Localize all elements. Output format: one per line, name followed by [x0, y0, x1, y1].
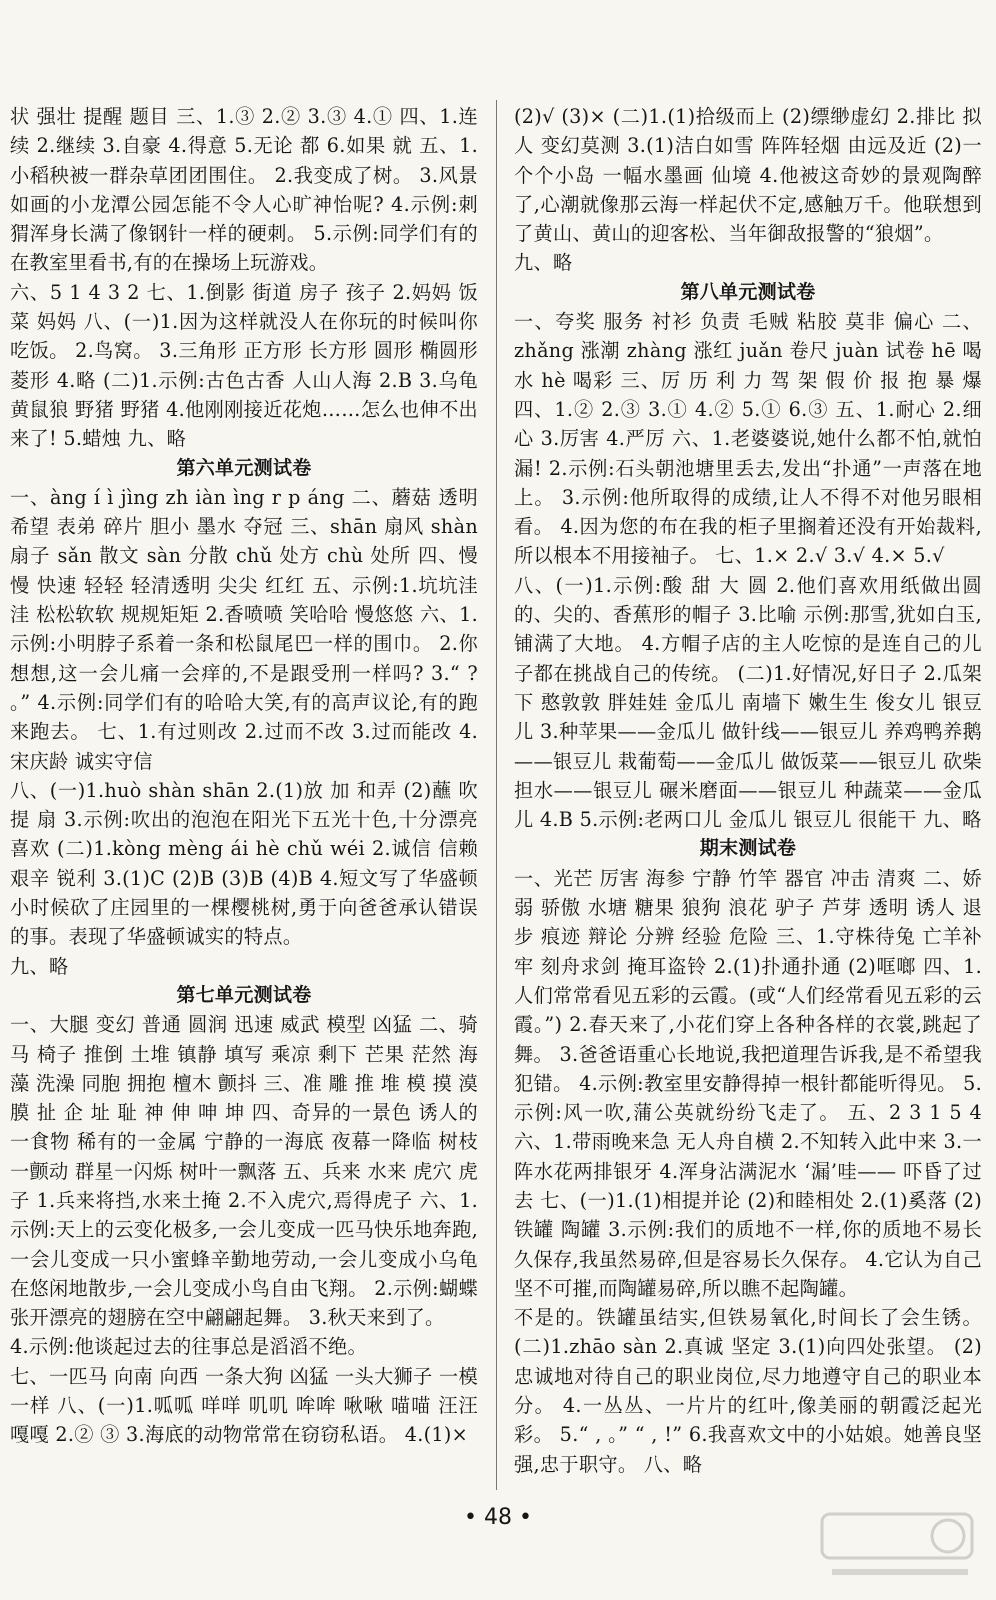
answer-paragraph: 一、光芒 厉害 海参 宁静 竹竿 器官 冲击 清爽 二、娇弱 骄傲 水塘 糖果 狼狗 浪花 驴子 芦芽 透明 诱人 退步 痕迹 辩论 分辨 经验 危险 三、1.守株待兔 亡羊补牢 刻舟求剑 掩耳盗铃 2.(1)扑通扑通 (2)哐啷 四、1.人们常常看见五彩的云霞。(或“人们经常看见五彩的云霞。”) 2.春天来了,小花们穿上各种各样的衣裳,跳起了舞。 3.爸爸语重心长地说,我把道理告诉我,是不希望我犯错。 4.示例:教室里安静得掉一根针都能听得见。 5.示例:风一吹,蒲公英就纷纷飞走了。 五、2 3 1 5 4 六、1.带雨晚来急 无人舟自横 2.不知转入此中来 3.一阵水花两排银牙 4.浑身沾满泥水 ‘漏’哇—— 吓昏了过去 七、(一)1.(1)相提并论 (2)和睦相处 2.(1)奚落 (2)铁罐 陶罐 3.示例:我们的质地不一样,你的质地不易长久保存,我虽然易碎,但是容易长久保存。 4.它认为自己坚不可摧,而陶罐易碎,所以瞧不起陶罐。: [514, 866, 982, 1300]
answer-paragraph: 不是的。铁罐虽结实,但铁易氧化,时间长了会生锈。 (二)1.zhāo sàn 2.真诚 坚定 3.(1)向四处张望。 (2)忠诚地对待自己的职业岗位,尽力地遵守自己的职业本分。 4.一丛丛、一片片的红叶,像美丽的朝霞泛起光彩。 5.“ , 。” “ , !” 6.我喜欢文中的小姑娘。她善良坚强,忠于职守。 八、略: [514, 1306, 982, 1476]
answer-paragraph: 4.示例:他谈起过去的往事总是滔滔不绝。: [10, 1335, 367, 1359]
answer-paragraph: 八、(一)1.示例:酸 甜 大 圆 2.他们喜欢用纸做出圆的、尖的、香蕉形的帽子 3.比喻 示例:那雪,犹如白玉,铺满了大地。 4.方帽子店的主人吃惊的是连自己的儿子都在挑战自己的传统。 (二)1.好情况,好日子 2.瓜架下 憨敦敦 胖娃娃 金瓜儿 南墙下 嫩生生 俊女儿 银豆儿 3.种苹果——金瓜儿 做针线——银豆儿 养鸡鸭养鹅——银豆儿 栽葡萄——金瓜儿 做饭菜——银豆儿 砍柴担水——银豆儿 碾米磨面——银豆儿 种蔬菜——金瓜儿 4.B 5.示例:老两口儿 金瓜儿 银豆儿 很能干 九、略: [514, 573, 982, 832]
answer-paragraph: 九、略: [514, 251, 573, 275]
page-number: • 48 •: [464, 1505, 532, 1530]
answer-paragraph: 一、àng í ì jìng zh iàn ìng r p áng 二、蘑菇 透明 希望 表弟 碎片 胆小 墨水 夺冠 三、shān 扇风 shàn 扇子 sǎn 散文 sàn 分散 chǔ 处方 chù 处所 四、慢慢 快速 轻轻 轻清透明 尖尖 红红 五、示例:1.坑坑洼洼 松松软软 规规矩矩 2.香喷喷 笑哈哈 慢悠悠 六、1.示例:小明脖子系着一条和松鼠尾巴一样的围巾。 2.你想想,这一会儿痛一会痒的,不是跟受刑一样吗? 3.“ ? 。” 4.示例:同学们有的哈哈大笑,有的高声议论,有的跑来跑去。 七、1.有过则改 2.过而不改 3.过而能改 4.宋庆龄 诚实守信: [10, 485, 478, 773]
section-heading-unit6: 第六单元测试卷: [176, 456, 312, 479]
section-heading-unit7: 第七单元测试卷: [176, 983, 312, 1006]
right-column: [514, 102, 982, 1479]
section-heading-unit8: 第八单元测试卷: [680, 280, 816, 303]
answer-paragraph: 一、大腿 变幻 普通 圆润 迅速 威武 模型 凶猛 二、骑马 椅子 推倒 土堆 镇静 填写 乘凉 剩下 芒果 茫然 海藻 洗澡 同胞 拥抱 檀木 颤抖 三、准 雕 推 堆 模 摸 漠 膜 扯 企 址 耻 神 伸 呻 坤 四、奇异的一景色 诱人的一食物 稀有的一金属 宁静的一海底 夜幕一降临 树枝一颤动 群星一闪烁 树叶一飘落 五、兵来 水来 虎穴 虎子 1.兵来将挡,水来土掩 2.不入虎穴,焉得虎子 六、1.示例:天上的云变化极多,一会儿变成一匹马快乐地奔跑,一会儿变成一只小蜜蜂辛勤地劳动,一会儿变成小乌龟在悠闲地散步,一会儿变成小鸟自由飞翔。 2.示例:蝴蝶张开漂亮的翅膀在空中翩翩起舞。 3.秋天来到了。: [10, 1013, 478, 1330]
answer-paragraph: 六、5 1 4 3 2 七、1.倒影 街道 房子 孩子 2.妈妈 饭菜 妈妈 八、(一)1.因为这样就没人在你玩的时候叫你吃饭。 2.鸟窝。 3.三角形 正方形 长方形 圆形 椭圆形 菱形 4.略 (二)1.示例:古色古香 人山人海 2.B 3.乌龟 黄鼠狼 野猪 野猪 4.他刚刚接近花炮……怎么也伸不出来了! 5.蜡烛 九、略: [10, 280, 478, 451]
answer-paragraph: 状 强壮 提醒 题目 三、1.③ 2.② 3.③ 4.① 四、1.连续 2.继续 3.自豪 4.得意 5.无论 都 6.如果 就 五、1.小稻秧被一群杂草团团围住。 2.我变成了树。 3.风景如画的小龙潭公园怎能不令人心旷神怡呢? 4.示例:刺猬浑身长满了像钢针一样的硬刺。 5.示例:同学们有的在教室里看书,有的在操场上玩游戏。: [10, 105, 478, 275]
answer-paragraph: 八、(一)1.huò shàn shān 2.(1)放 加 和弄 (2)蘸 吹 提 扇 3.示例:吹出的泡泡在阳光下五光十色,十分漂亮 喜欢 (二)1.kòng mèng ái hè chǔ wéi 2.诚信 信赖 艰辛 锐利 3.(1)C (2)B (3)B (4)B 4.短文写了华盛顿小时候砍了庄园里的一棵樱桃树,勇于向爸爸承认错误的事。表现了华盛顿诚实的特点。: [10, 778, 478, 949]
answer-paragraph: 九、略: [10, 954, 69, 978]
answer-paragraph: 七、一匹马 向南 向西 一条大狗 凶猛 一头大狮子 一模一样 八、(一)1.呱呱 咩咩 叽叽 哞哞 啾啾 喵喵 汪汪 嘎嘎 2.② ③ 3.海底的动物常常在窃窃私语。 4.(1)×: [10, 1364, 478, 1447]
section-heading-final: 期末测试卷: [699, 837, 797, 860]
answer-paragraph: 一、夸奖 服务 衬衫 负责 毛贼 粘胶 莫非 偏心 二、zhǎng 涨潮 zhàng 涨红 juǎn 卷尺 juàn 试卷 hē 喝水 hè 喝彩 三、厉 历 利 力 驾 架 假 价 报 抱 暴 爆 四、1.② 2.③ 3.① 4.② 5.① 6.③ 五、1.耐心 2.细心 3.厉害 4.严厉 六、1.老婆婆说,她什么都不怕,就怕漏! 2.示例:石头朝池塘里丢去,发出“扑通”一声落在地上。 3.示例:他所取得的成绩,让人不得不对他另眼相看。 4.因为您的布在我的柜子里搁着还没有开始裁料,所以根本不用接袖子。 七、1.× 2.√ 3.√ 4.× 5.√: [514, 310, 982, 568]
answer-paragraph: (2)√ (3)× (二)1.(1)拾级而上 (2)缥缈虚幻 2.排比 拟人 变幻莫测 3.(1)洁白如雪 阵阵轻烟 由远及近 (2)一个个小岛 一幅水墨画 仙境 4.他被这奇妙的景观陶醉了,心潮就像那云海一样起伏不定,感触万千。他联想到了黄山、黄山的迎客松、当年御敌报警的“狼烟”。: [514, 105, 982, 246]
column-divider: [496, 100, 497, 1490]
watermark-logo-icon: [818, 1508, 978, 1586]
left-column: [10, 102, 478, 1450]
